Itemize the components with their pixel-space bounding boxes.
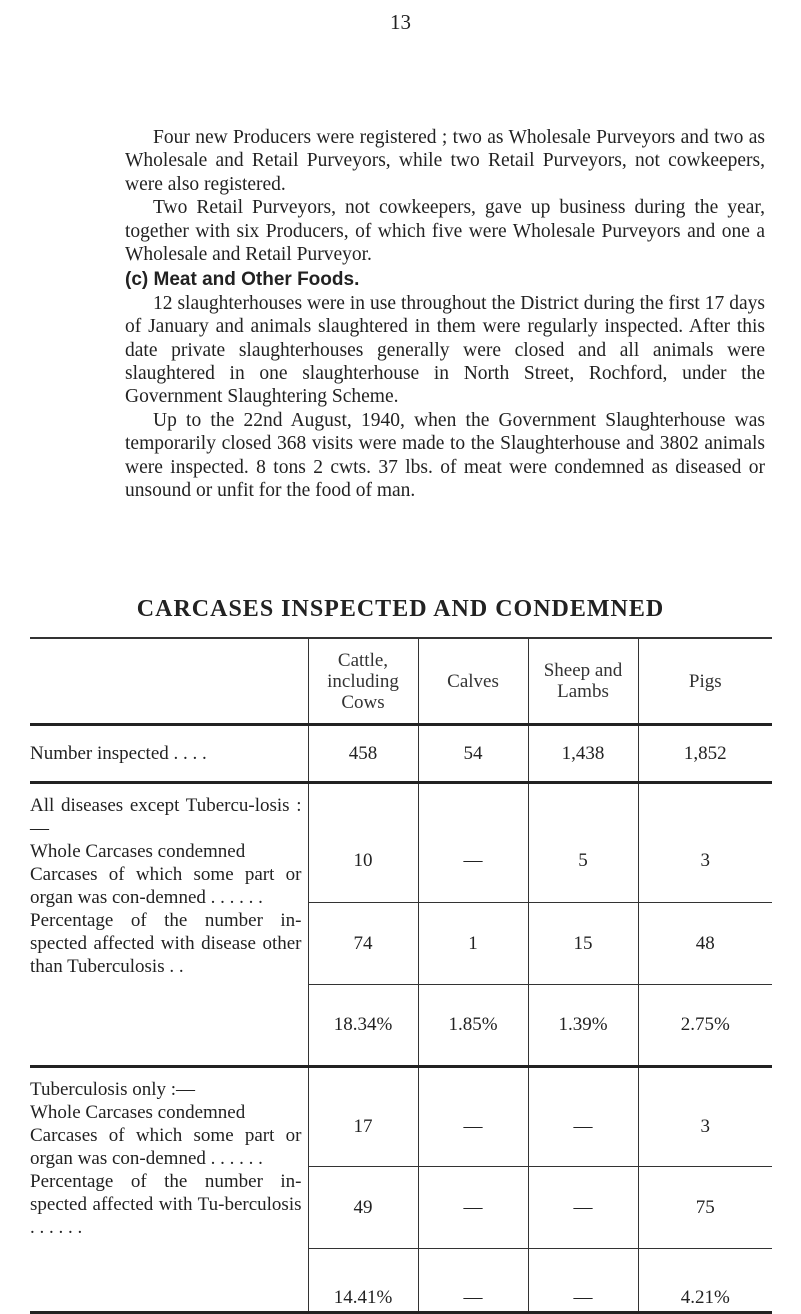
label-line: Tuberculosis only :—	[30, 1079, 196, 1100]
cell: 1.85%	[418, 985, 528, 1067]
header-pigs: Pigs	[638, 638, 772, 725]
cell: 1,438	[528, 725, 638, 783]
header-cattle: Cattle, including Cows	[308, 638, 418, 725]
cell: 17	[308, 1067, 418, 1167]
row-label-all-diseases	[30, 783, 308, 1067]
cell: —	[528, 1167, 638, 1249]
cell: 458	[308, 725, 418, 783]
label-line: Carcases of which some part or organ was con-demned . . . . . .	[30, 864, 302, 908]
cell: 3	[638, 783, 772, 903]
header-calves: Calves	[418, 638, 528, 725]
cell: 1	[418, 903, 528, 985]
cell: 75	[638, 1167, 772, 1249]
paragraph: 12 slaughterhouses were in use throughout the District during the first 17 days of January and animals slaughtered in them were regularly inspected. After this date private slaughterhouses generally were closed and all animals were slaughtered in one slaughterhouse in North Street, Rochford, under the Government Slaughtering Scheme.	[125, 292, 765, 408]
label-line: Whole Carcases condemned	[30, 1102, 246, 1123]
cell: 1.39%	[528, 985, 638, 1067]
cell: 15	[528, 903, 638, 985]
cell: 2.75%	[638, 985, 772, 1067]
cell: —	[418, 783, 528, 903]
section-heading: (c) Meat and Other Foods.	[125, 269, 360, 291]
cell: 4.21%	[638, 1249, 772, 1313]
cell: 49	[308, 1167, 418, 1249]
cell: 18.34%	[308, 985, 418, 1067]
cell: 10	[308, 783, 418, 903]
carcases-table	[30, 637, 772, 1314]
cell: —	[418, 1067, 528, 1167]
label-line: Percentage of the number in-spected affected with disease other than Tuberculosis . .	[30, 910, 302, 977]
cell: —	[418, 1249, 528, 1313]
header-sheep: Sheep and Lambs	[528, 638, 638, 725]
label-line: Whole Carcases condemned	[30, 841, 246, 862]
cell: —	[528, 1249, 638, 1313]
cell: 3	[638, 1067, 772, 1167]
cell: 5	[528, 783, 638, 903]
cell: 54	[418, 725, 528, 783]
row-label-tuberculosis	[30, 1067, 308, 1313]
row-label-number-inspected: Number inspected . . . .	[30, 725, 308, 783]
label-line: Percentage of the number in-spected affected with Tu-berculosis . . . . . .	[30, 1171, 302, 1238]
header-blank	[30, 638, 308, 725]
intro-text	[125, 126, 765, 503]
page-number: 13	[390, 10, 411, 34]
label-line: All diseases except Tubercu-losis :—	[30, 795, 302, 839]
paragraph: Two Retail Purveyors, not cowkeepers, gave up business during the year, together with six Producers, of which five were Wholesale Purveyors and one a Wholesale and Retail Purveyor.	[125, 197, 765, 266]
label-line: Carcases of which some part or organ was con-demned . . . . . .	[30, 1125, 302, 1169]
paragraph: Up to the 22nd August, 1940, when the Government Slaughterhouse was temporarily closed 368 visits were made to the Slaughterhouse and 3802 animals were inspected. 8 tons 2 cwts. 37 lbs. of meat were condemned as diseased or unsound or unfit for the food of man.	[125, 409, 765, 502]
cell: 48	[638, 903, 772, 985]
cell: 1,852	[638, 725, 772, 783]
table-title: CARCASES INSPECTED AND CONDEMNED	[136, 596, 665, 622]
cell: 74	[308, 903, 418, 985]
cell: —	[418, 1167, 528, 1249]
paragraph: Four new Producers were registered ; two as Wholesale Purveyors and two as Wholesale and Retail Purveyors, while two Retail Purveyors, not cowkeepers, were also registered.	[125, 127, 765, 195]
cell: 14.41%	[308, 1249, 418, 1313]
cell: —	[528, 1067, 638, 1167]
